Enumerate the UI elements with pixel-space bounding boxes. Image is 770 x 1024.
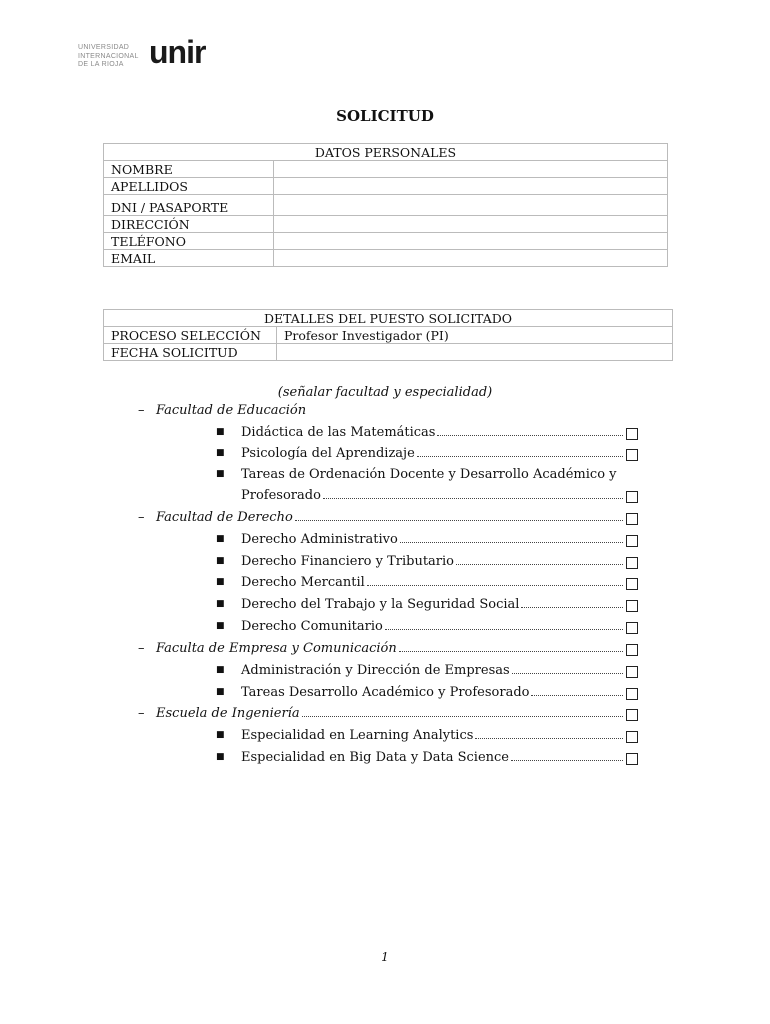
position-details-table [103,309,673,361]
specialty-label: Derecho Comunitario [241,619,383,634]
field-label: TELÉFONO [104,233,274,250]
specialty-label: Tareas Desarrollo Académico y Profesorado [241,685,530,700]
list-item [216,597,638,615]
list-item [216,554,638,572]
list-item [216,532,638,550]
specialty-label: Derecho Mercantil [241,575,365,590]
checkbox[interactable] [626,557,638,569]
field-label: DNI / PASAPORTE [104,195,274,216]
list-item [216,575,638,593]
specialty-label: Derecho del Trabajo y la Seguridad Social [241,597,520,612]
specialty-label: Especialidad en Big Data y Data Science [241,750,509,765]
list-item [216,446,638,464]
checkbox[interactable] [626,578,638,590]
nombre-field[interactable] [274,161,668,178]
checkbox[interactable] [626,688,638,700]
list-item [216,750,638,768]
table-row [104,195,668,216]
personal-data-header: DATOS PERSONALES [104,144,668,161]
faculty-label: Faculta de Empresa y Comunicación [156,641,397,656]
faculty-item [138,706,638,724]
faculty-label: Facultad de Derecho [156,510,293,525]
checkbox[interactable] [626,731,638,743]
bullet-icon: ■ [216,730,225,740]
checkbox[interactable] [626,600,638,612]
bullet-icon: ■ [216,577,225,587]
table-row [104,233,668,250]
checkbox[interactable] [626,428,638,440]
checkbox[interactable] [626,666,638,678]
personal-data-table [103,143,668,267]
faculty-item [138,510,638,528]
field-label: DIRECCIÓN [104,216,274,233]
specialty-label: Tareas de Ordenación Docente y Desarrollo Académico y [241,467,617,482]
list-item [216,467,638,485]
checkbox[interactable] [626,535,638,547]
field-label: APELLIDOS [104,178,274,195]
apellidos-field[interactable] [274,178,668,195]
field-label: NOMBRE [104,161,274,178]
checkbox[interactable] [626,753,638,765]
bullet-icon: ■ [216,665,225,675]
bullet-icon: ■ [216,687,225,697]
table-row [104,178,668,195]
table-row [104,344,673,361]
email-field[interactable] [274,250,668,267]
bullet-icon: ■ [216,599,225,609]
list-item-continuation [241,488,638,506]
faculty-label: Facultad de Educación [156,403,307,418]
dash-icon: – [138,706,145,721]
list-item [216,425,638,443]
checkbox[interactable] [626,622,638,634]
checkbox[interactable] [626,513,638,525]
field-label: PROCESO SELECCIÓN [104,327,277,344]
table-row [104,216,668,233]
specialty-label: Didáctica de las Matemáticas [241,425,436,440]
dash-icon: – [138,403,145,418]
page-title: SOLICITUD [336,107,434,125]
dni-field[interactable] [274,195,668,216]
bullet-icon: ■ [216,427,225,437]
bullet-icon: ■ [216,448,225,458]
checkbox[interactable] [626,491,638,503]
fecha-solicitud-field[interactable] [277,344,673,361]
position-details-header: DETALLES DEL PUESTO SOLICITADO [104,310,673,327]
specialty-label: Psicología del Aprendizaje [241,446,415,461]
specialty-label: Administración y Dirección de Empresas [241,663,510,678]
list-item [216,728,638,746]
table-row [104,250,668,267]
bullet-icon: ■ [216,469,225,479]
list-item [216,685,638,703]
bullet-icon: ■ [216,534,225,544]
faculty-label: Escuela de Ingeniería [156,706,300,721]
logo-university-name: UNIVERSIDAD INTERNACIONAL DE LA RIOJA [78,44,139,68]
direccion-field[interactable] [274,216,668,233]
checkbox[interactable] [626,709,638,721]
bullet-icon: ■ [216,621,225,631]
table-row [104,327,673,344]
telefono-field[interactable] [274,233,668,250]
table-row [104,161,668,178]
faculty-item [138,641,638,659]
proceso-seleccion-field[interactable]: Profesor Investigador (PI) [277,327,673,344]
logo-mark: unir [149,34,206,70]
specialty-label: Profesorado [241,488,321,503]
specialty-label: Derecho Financiero y Tributario [241,554,455,569]
page-number: 1 [381,950,389,964]
field-label: EMAIL [104,250,274,267]
list-item [216,663,638,681]
list-item [216,619,638,637]
dash-icon: – [138,510,145,525]
checkbox[interactable] [626,644,638,656]
dash-icon: – [138,641,145,656]
checkbox[interactable] [626,449,638,461]
specialty-label: Derecho Administrativo [241,532,398,547]
specialty-label: Especialidad en Learning Analytics [241,728,474,743]
faculty-item [138,403,626,421]
bullet-icon: ■ [216,752,225,762]
bullet-icon: ■ [216,556,225,566]
instruction-note: (señalar facultad y especialidad) [277,385,493,400]
field-label: FECHA SOLICITUD [104,344,277,361]
